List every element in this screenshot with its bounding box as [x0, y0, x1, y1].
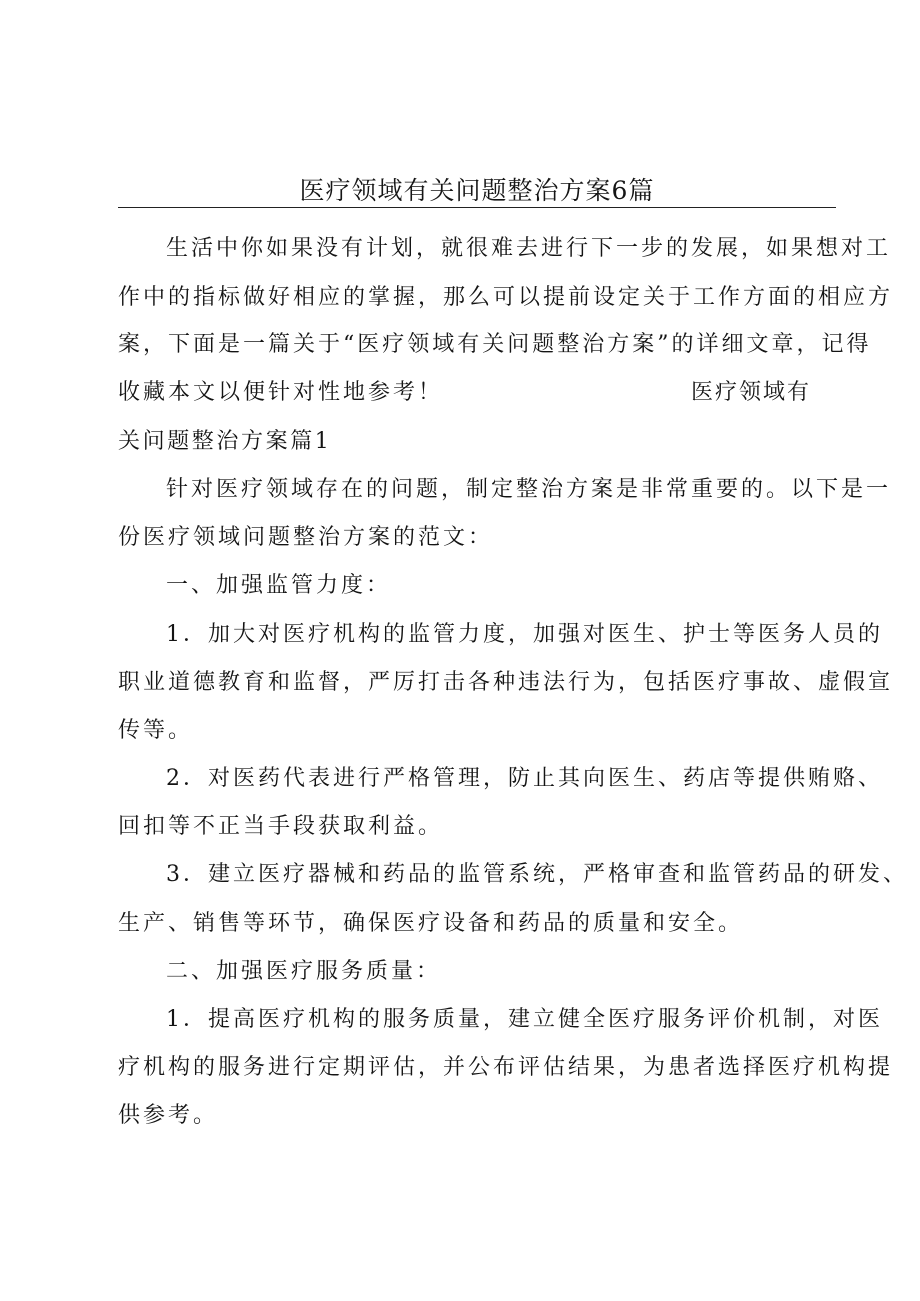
intro-line-1: 生活中你如果没有计划，就很难去进行下一步的发展，如果想对工	[166, 236, 892, 261]
section-heading-part-2: 关问题整治方案篇1	[118, 429, 332, 454]
intro-line-3: 案，下面是一篇关于“医疗领域有关问题整治方案”的详细文章，记得	[118, 332, 872, 357]
section-heading-part-1: 医疗领域有	[691, 380, 812, 405]
body-line-10: 生产、销售等环节，确保医疗设备和药品的质量和安全。	[118, 911, 744, 936]
body-line-12: 1．提高医疗机构的服务质量，建立健全医疗服务评价机制，对医	[166, 1007, 883, 1032]
body-line-6: 传等。	[118, 718, 194, 743]
body-line-4: 1．加大对医疗机构的监管力度，加强对医生、护士等医务人员的	[166, 622, 883, 647]
body-line-3: 一、加强监管力度：	[166, 573, 392, 598]
body-line-7: 2．对医药代表进行严格管理，防止其向医生、药店等提供贿赂、	[166, 766, 883, 791]
body-line-13: 疗机构的服务进行定期评估，并公布评估结果，为患者选择医疗机构提	[118, 1055, 894, 1080]
document-title: 医疗领域有关问题整治方案6篇	[299, 176, 655, 205]
body-line-1: 针对医疗领域存在的问题，制定整治方案是非常重要的。以下是一	[166, 477, 892, 502]
body-line-8: 回扣等不正当手段获取利益。	[118, 814, 444, 839]
body-line-11: 二、加强医疗服务质量：	[166, 959, 442, 984]
intro-line-4: 收藏本文以便针对性地参考！	[118, 380, 444, 405]
title-underline	[118, 207, 836, 208]
body-line-9: 3．建立医疗器械和药品的监管系统，严格审查和监管药品的研发、	[166, 862, 908, 887]
body-line-2: 份医疗领域问题整治方案的范文：	[118, 525, 494, 550]
intro-line-2: 作中的指标做好相应的掌握，那么可以提前设定关于工作方面的相应方	[118, 285, 894, 310]
body-line-14: 供参考。	[118, 1103, 219, 1128]
body-line-5: 职业道德教育和监督，严厉打击各种违法行为，包括医疗事故、虚假宣	[118, 670, 894, 695]
